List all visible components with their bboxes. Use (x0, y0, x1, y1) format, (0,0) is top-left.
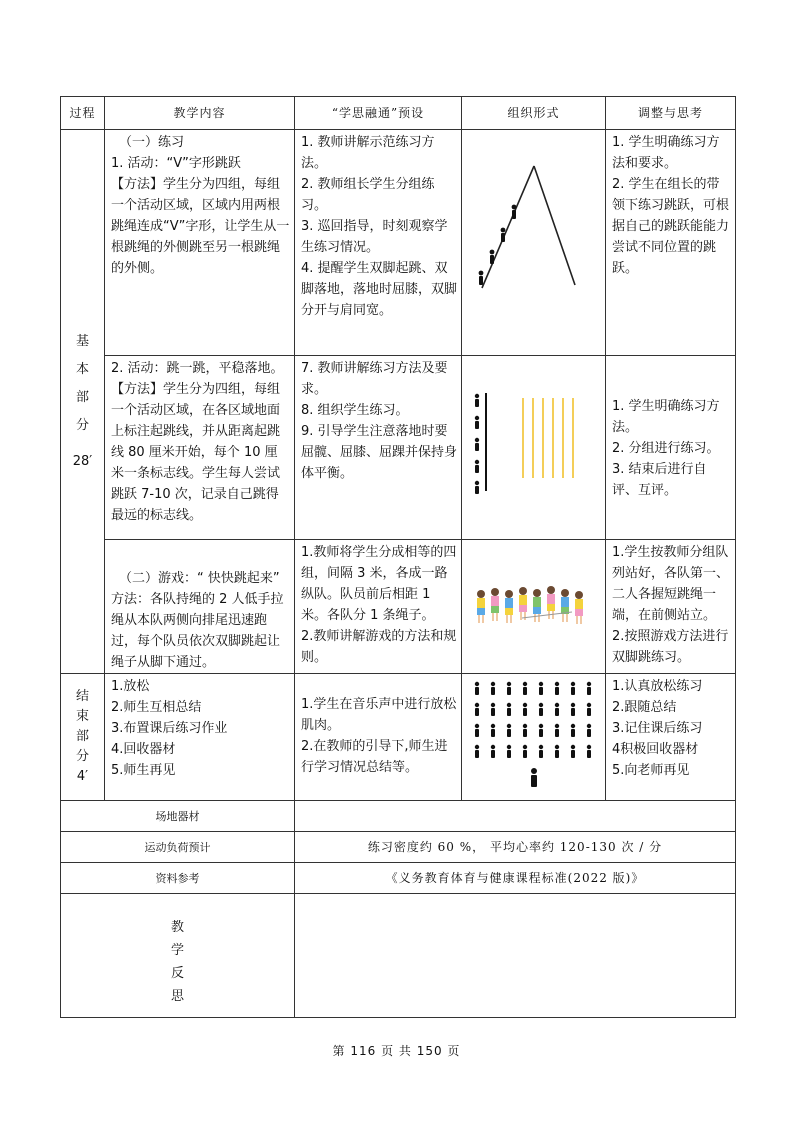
student-body (507, 729, 511, 737)
equipment-label: 场地器材 (61, 801, 295, 832)
student-body (587, 687, 591, 695)
header-content: 教学内容 (105, 97, 295, 130)
load-value: 练习密度约 60 %， 平均心率约 120-130 次 / 分 (295, 832, 736, 863)
student-icon (507, 703, 511, 707)
basic-content-3: （二）游戏：“ 快快跳起来” 方法：各队持绳的 2 人低手拉绳从本队两侧向排尾迅速跑过，每个队员依次双脚跳起让绳子从脚下通过。 (105, 540, 295, 674)
student-icon (475, 703, 479, 707)
basic-row-1 (61, 130, 736, 356)
student-body (555, 750, 559, 758)
basic-adjust-3: 1.学生按教师分组队列站好，各队第一、二人各握短跳绳一端，在前侧站立。 2.按照游戏方法进行双脚跳练习。 (606, 540, 736, 674)
v-rope-figure (462, 130, 606, 355)
kid-figures (477, 586, 583, 624)
student-body (523, 750, 527, 758)
student-body (539, 750, 543, 758)
student-icon (587, 703, 591, 707)
mark-lines (523, 398, 573, 478)
student-body (523, 708, 527, 716)
student-icon (507, 745, 511, 749)
student-body (555, 729, 559, 737)
student-icon (523, 724, 527, 728)
student-icon (491, 682, 495, 686)
student-icon (491, 745, 495, 749)
student-body (539, 729, 543, 737)
student-body (571, 708, 575, 716)
student-icon (571, 703, 575, 707)
student-icon (475, 682, 479, 686)
equipment-row (61, 801, 736, 832)
student-icon (555, 724, 559, 728)
page-footer: 第 116 页 共 150 页 (332, 1044, 461, 1058)
kids-jumping-illustration (462, 540, 606, 671)
student-icon (571, 745, 575, 749)
student-body (475, 708, 479, 716)
student-icon (555, 745, 559, 749)
jump-lines-figure (462, 356, 606, 539)
reference-label: 资料参考 (61, 863, 295, 894)
equipment-value (295, 801, 736, 832)
student-body (587, 750, 591, 758)
basic-preset-2: 7. 教师讲解练习方法及要求。 8. 组织学生练习。 9. 引导学生注意落地时要屈髋、屈膝、屈踝并保持身体平衡。 (295, 356, 462, 540)
student-icon (555, 703, 559, 707)
header-preset: “学思融通”预设 (295, 97, 462, 130)
reflection-row (61, 894, 736, 1018)
basic-preset-1: 1. 教师讲解示范练习方法。 2. 教师组长学生分组练习。 3. 巡回指导，时刻观察学生练习情况。 4. 提醒学生双脚起跳、双脚落地，落地时屈膝，双脚分开与肩同宽。 (295, 130, 462, 356)
student-icon (475, 724, 479, 728)
student-icon (571, 682, 575, 686)
student-icon (587, 745, 591, 749)
v-shape-diagram (462, 130, 606, 356)
student-body (571, 729, 575, 737)
student-icon (539, 682, 543, 686)
student-body (555, 687, 559, 695)
student-icon (539, 724, 543, 728)
basic-time: 28′ (72, 453, 93, 469)
basic-adjust-2: 1. 学生明确练习方法。 2. 分组进行练习。 3. 结束后进行自评、互评。 (606, 356, 736, 540)
end-row (61, 674, 736, 801)
student-icon (491, 703, 495, 707)
basic-row-2 (61, 356, 736, 540)
end-adjust: 1.认真放松练习 2.跟随总结 3.记住课后练习 4积极回收器材 5.向老师再见 (606, 674, 736, 801)
student-body (491, 729, 495, 737)
student-icon (475, 745, 479, 749)
student-body (523, 729, 527, 737)
formation-figure (462, 674, 606, 800)
student-body (571, 687, 575, 695)
header-adjust: 调整与思考 (606, 97, 736, 130)
student-body (587, 708, 591, 716)
basic-content-1: （一）练习 1. 活动：“V”字形跳跃 【方法】学生分为四组，每组一个活动区域，区域内用两根跳绳连成“V”字形，让学生从一根跳绳的外侧跳至另一根跳绳的外侧。 (105, 130, 295, 356)
basic-content-2: 2. 活动：跳一跳，平稳落地。 【方法】学生分为四组，每组一个活动区域，在各区域地面上标注起跳线，并从距离起跳线 80 厘米开始，每个 10 厘米一条标志线。学生每人尝试跳跃 7-10 次，记录自己跳得最远的标志线。 (105, 356, 295, 540)
student-icon (475, 394, 479, 494)
jump-line-diagram (462, 356, 606, 540)
student-grid (475, 682, 591, 758)
basic-adjust-1: 1. 学生明确练习方法和要求。 2. 学生在组长的带领下练习跳跃，可根据自己的跳跃能能力尝试不同位置的跳跃。 (606, 130, 736, 356)
student-body (571, 750, 575, 758)
reflection-value (295, 894, 736, 1018)
student-body (507, 750, 511, 758)
student-icon (491, 724, 495, 728)
end-time: 4′ (76, 769, 89, 784)
student-icon (479, 205, 517, 285)
student-icon (587, 724, 591, 728)
student-icon (539, 745, 543, 749)
formation-diagram (462, 674, 606, 801)
load-label: 运动负荷预计 (61, 832, 295, 863)
teacher-icon (531, 768, 537, 787)
student-body (491, 750, 495, 758)
reflection-label: 教 学 反 思 (61, 894, 295, 1018)
student-body (491, 708, 495, 716)
student-icon (523, 703, 527, 707)
end-preset: 1.学生在音乐声中进行放松肌肉。 2.在教师的引导下,师生进行学习情况总结等。 (295, 674, 462, 801)
reference-row (61, 863, 736, 894)
reference-value: 《义务教育体育与健康课程标准(2022 版)》 (295, 863, 736, 894)
basic-section-label: 基 本 部 分 28′ (61, 130, 105, 674)
student-icon (523, 682, 527, 686)
student-body (539, 708, 543, 716)
student-body (507, 708, 511, 716)
table-header-row (61, 97, 736, 130)
student-icon (571, 724, 575, 728)
student-body (491, 687, 495, 695)
student-body (507, 687, 511, 695)
student-body (523, 687, 527, 695)
basic-row-3 (61, 540, 736, 674)
header-organization: 组织形式 (462, 97, 606, 130)
student-icon (555, 682, 559, 686)
basic-preset-3: 1.教师将学生分成相等的四组，间隔 3 米，各成一路纵队。队员前后相距 1 米。各队分 1 条绳子。 2.教师讲解游戏的方法和规则。 (295, 540, 462, 674)
student-body (475, 729, 479, 737)
end-section-label: 结 束 部 分 4′ (61, 674, 105, 801)
student-icon (587, 682, 591, 686)
lesson-plan-table (60, 96, 736, 1018)
header-process: 过程 (61, 97, 105, 130)
student-icon (523, 745, 527, 749)
student-body (475, 750, 479, 758)
student-body (539, 687, 543, 695)
student-icon (539, 703, 543, 707)
student-icon (507, 682, 511, 686)
student-body (587, 729, 591, 737)
student-body (475, 687, 479, 695)
end-content: 1.放松 2.师生互相总结 3.布置课后练习作业 4.回收器材 5.师生再见 (105, 674, 295, 801)
load-row (61, 832, 736, 863)
game-diagram (462, 540, 606, 674)
student-body (555, 708, 559, 716)
student-icon (507, 724, 511, 728)
